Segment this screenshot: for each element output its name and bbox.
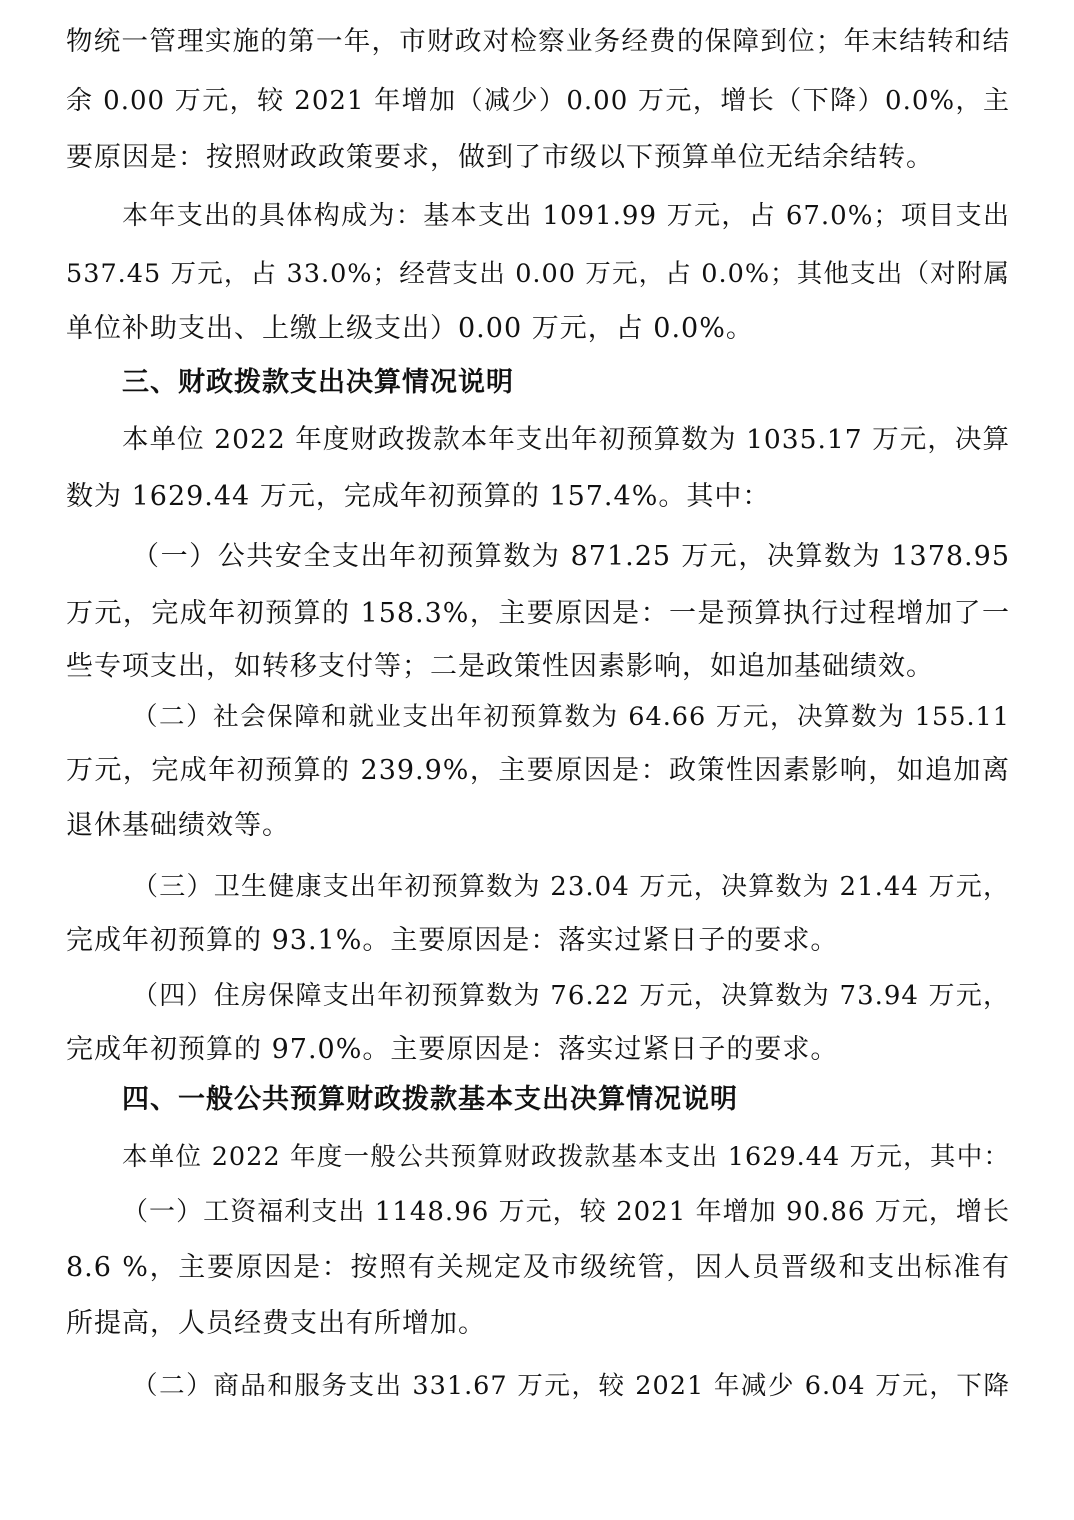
paragraph-line: （二）社会保障和就业支出年初预算数为 64.66 万元，决算数为 155.11 — [132, 702, 1010, 732]
paragraph-line: 万元，完成年初预算的 158.3%，主要原因是：一是预算执行过程增加了一 — [66, 598, 1010, 629]
section-heading: 四、一般公共预算财政拨款基本支出决算情况说明 — [122, 1084, 738, 1115]
paragraph-line: 本单位 2022 年度一般公共预算财政拨款基本支出 1629.44 万元，其中： — [122, 1142, 1010, 1172]
paragraph-line: 万元，完成年初预算的 239.9%，主要原因是：政策性因素影响，如追加离 — [66, 755, 1010, 786]
paragraph-line: 单位补助支出、上缴上级支出）0.00 万元，占 0.0%。 — [66, 313, 754, 344]
paragraph-line: （一）工资福利支出 1148.96 万元，较 2021 年增加 90.86 万元，增长 — [122, 1197, 1010, 1227]
paragraph-line: （四）住房保障支出年初预算数为 76.22 万元，决算数为 73.94 万元， — [132, 981, 1010, 1011]
section-heading: 三、财政拨款支出决算情况说明 — [122, 367, 514, 398]
paragraph-line: 余 0.00 万元，较 2021 年增加（减少）0.00 万元，增长（下降）0.0%，主 — [66, 86, 1010, 116]
paragraph-line: 本年支出的具体构成为：基本支出 1091.99 万元，占 67.0%；项目支出 — [122, 201, 1010, 231]
paragraph-line: 物统一管理实施的第一年，市财政对检察业务经费的保障到位；年末结转和结 — [66, 26, 1010, 57]
paragraph-line: 要原因是：按照财政政策要求，做到了市级以下预算单位无结余结转。 — [66, 142, 934, 173]
paragraph-line: 537.45 万元，占 33.0%；经营支出 0.00 万元，占 0.0%；其他支出（对附属 — [66, 259, 1010, 289]
paragraph-line: 所提高，人员经费支出有所增加。 — [66, 1308, 486, 1339]
paragraph-line: 退休基础绩效等。 — [66, 810, 290, 841]
paragraph-line: 8.6 %，主要原因是：按照有关规定及市级统管，因人员晋级和支出标准有 — [66, 1252, 1010, 1283]
paragraph-line: （一）公共安全支出年初预算数为 871.25 万元，决算数为 1378.95 — [132, 541, 1010, 572]
paragraph-line: （二）商品和服务支出 331.67 万元，较 2021 年减少 6.04 万元，下降 — [132, 1371, 1010, 1401]
paragraph-line: 些专项支出，如转移支付等；二是政策性因素影响，如追加基础绩效。 — [66, 651, 934, 682]
paragraph-line: 本单位 2022 年度财政拨款本年支出年初预算数为 1035.17 万元，决算 — [122, 424, 1010, 455]
paragraph-line: 完成年初预算的 93.1%。主要原因是：落实过紧日子的要求。 — [66, 925, 839, 956]
paragraph-line: 完成年初预算的 97.0%。主要原因是：落实过紧日子的要求。 — [66, 1034, 839, 1065]
paragraph-line: （三）卫生健康支出年初预算数为 23.04 万元，决算数为 21.44 万元， — [132, 872, 1010, 902]
paragraph-line: 数为 1629.44 万元，完成年初预算的 157.4%。其中： — [66, 481, 771, 512]
